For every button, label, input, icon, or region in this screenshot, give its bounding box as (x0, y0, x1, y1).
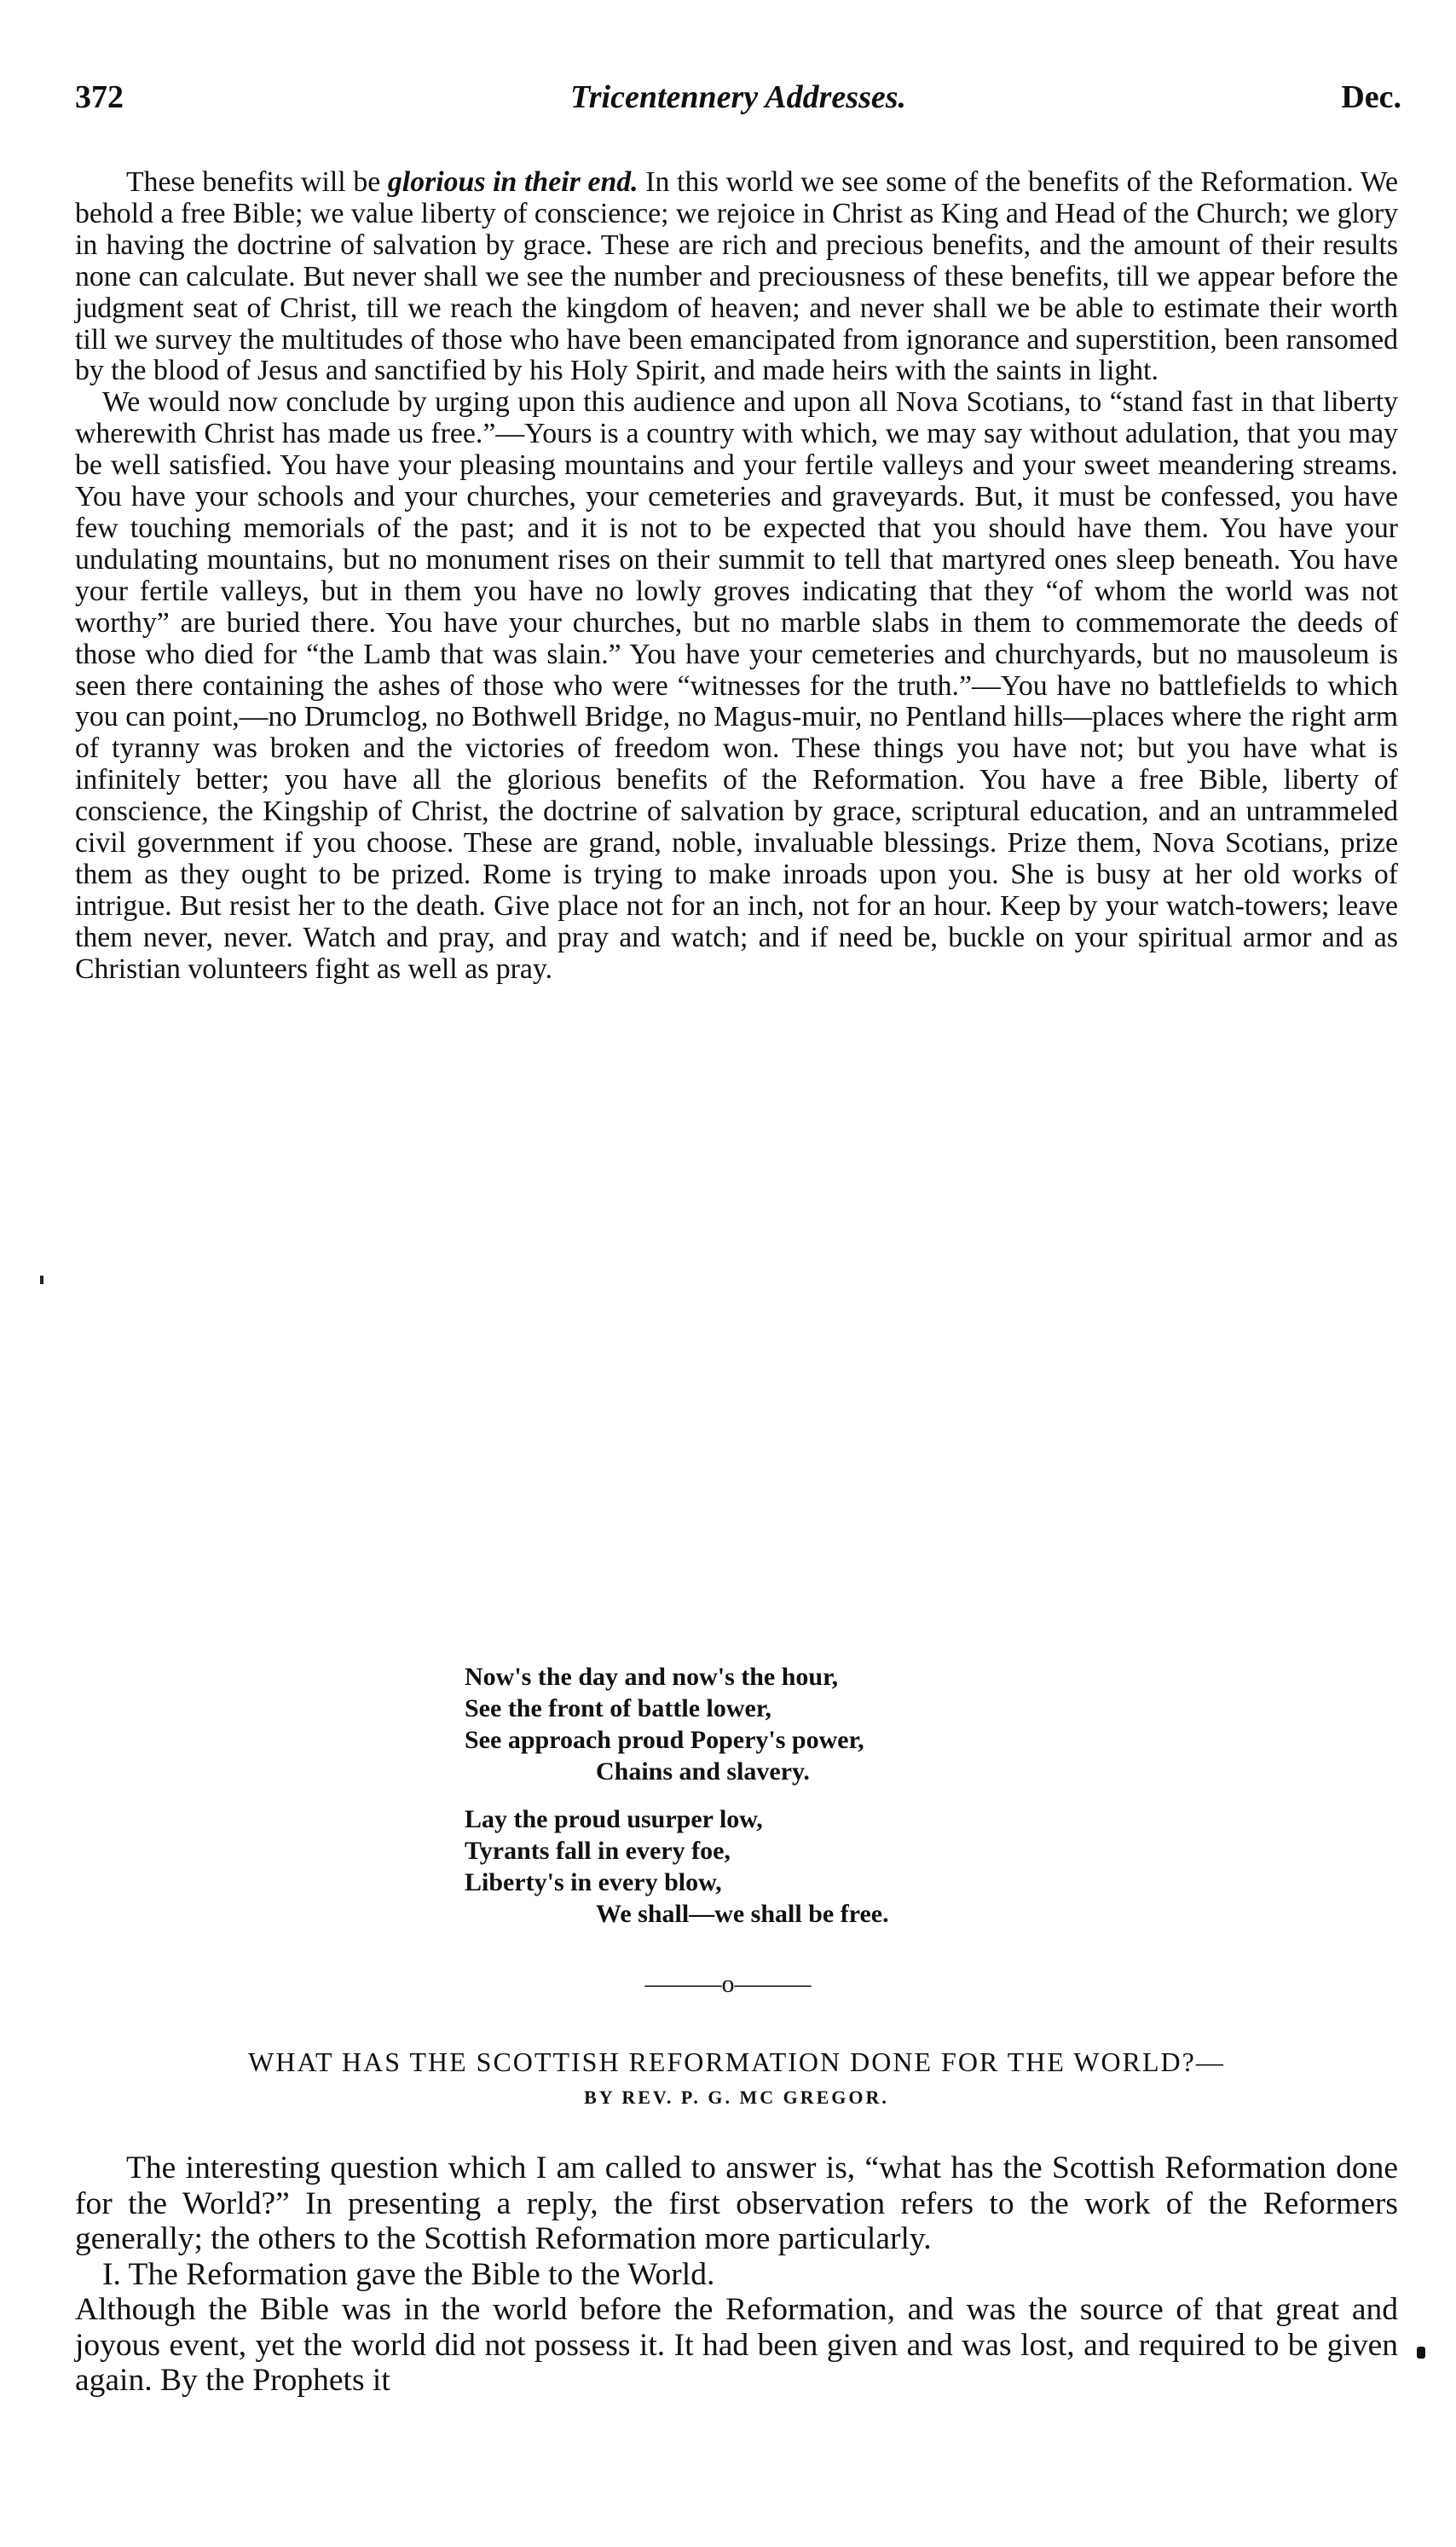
running-month: Dec. (1341, 79, 1401, 115)
article-title: WHAT HAS THE SCOTTISH REFORMATION DONE FOR THE WORLD?— (248, 2046, 1225, 2077)
verse-stanza-1 (465, 1661, 1147, 1787)
article-body (75, 2150, 1398, 2399)
verse-line: See approach proud Popery's power, (465, 1726, 864, 1754)
article-point-1: I. The Reformation gave the Bible to the World. (102, 2256, 715, 2292)
verse-line: We shall—we shall be free. (596, 1900, 889, 1928)
running-title: Tricentennery Addresses. (569, 79, 907, 115)
verse-line: See the front of battle lower, (465, 1694, 771, 1722)
ink-spot-mark (1417, 2347, 1425, 2359)
paragraph-benefits-rest: In this world we see some of the benefits of the Reformation. We behold a free Bible; we value liberty of conscience; we rejoice in Christ as King and Head of the Church; we glory in having the doctrine of salvation by grace. These are rich and precious benefits, and the amount of their results none can calculate. But never shall we see the number and preciousness of these benefits, till we appear before the judgment seat of Christ, till we reach the kingdom of heaven; and never shall we be able to estimate their worth till we survey the multitudes of those who have been emancipated from ignorance and superstition, been ransomed by the blood of Jesus and sanctified by his Holy Spirit, and made heirs with the saints in light. (75, 166, 1398, 387)
section-divider: ———o——— (644, 1970, 812, 1998)
paragraph-appeal: We would now conclude by urging upon this audience and upon all Nova Scotians, to “stand fast in that liberty wherewith Christ has made us free.”—Yours is a country with which, we may say without adulation, that you may be well satisfied. You have your pleasing mountains and your fertile valleys and your sweet meandering streams. You have your schools and your churches, your cemeteries and graveyards. But, it must be confessed, you have few touching memorials of the past; and it is not to be expected that you should have them. You have your undulating mountains, but no monument rises on their summit to tell that martyred ones sleep beneath. You have your fertile valleys, but in them you have no lowly groves indicating that they “of whom the world was not worthy” are buried there. You have your churches, but no marble slabs in them to commemorate the deeds of those who died for “the Lamb that was slain.” You have your cemeteries and churchyards, but no mausoleum is seen there containing the ashes of those who were “witnesses for the truth.”—You have no battlefields to which you can point,—no Drumclog, no Bothwell Bridge, no Magus-muir, no Pentland hills—places where the right arm of tyranny was broken and the victories of freedom won. These things you have not; but you have what is infinitely better; you have all the glorious benefits of the Reformation. You have a free Bible, liberty of conscience, the Kingship of Christ, the doctrine of salvation by grace, scriptural education, and an untrammeled civil government if you choose. These are grand, noble, invaluable blessings. Prize them, Nova Scotians, prize them as they ought to be prized. Rome is trying to make inroads upon you. She is busy at her old works of intrigue. But resist her to the death. Give place not for an inch, not for an hour. Keep by your watch-towers; leave them never, never. Watch and pray, and pray and watch; and if need be, buckle on your spiritual armor and as Christian volunteers fight as well as pray. (75, 386, 1398, 985)
paragraph-benefits-emphasis: glorious in their end. (387, 166, 638, 198)
page-number: 372 (75, 79, 124, 115)
paragraph-benefits-lead: These benefits will be (126, 166, 388, 198)
stray-ink-mark (40, 1276, 43, 1284)
article-intro: The interesting question which I am called to answer is, “what has the Scottish Reformation done for the World?” In presenting a reply, the first observation refers to the work of the Reformers generally; the others to the Scottish Reformation more particularly. (75, 2150, 1398, 2256)
verse-line: Lay the proud usurper low, (465, 1805, 763, 1833)
verse-line: Tyrants fall in every foe, (465, 1837, 731, 1865)
paragraph-benefits (75, 167, 1398, 387)
section-conclusion (75, 167, 1398, 986)
running-head (75, 78, 1401, 119)
verse-stanza-2 (465, 1803, 1147, 1930)
verse-line: Liberty's in every blow, (465, 1868, 722, 1896)
verse-line: Now's the day and now's the hour, (465, 1663, 839, 1691)
article-last-paragraph: Although the Bible was in the world before the Reformation, and was the source of that great and joyous event, yet the world did not possess it. It had been given and was lost, and required to be given again. By the Prophets it (75, 2292, 1398, 2398)
article-byline: BY REV. P. G. MC GREGOR. (584, 2087, 889, 2108)
verse-line: Chains and slavery. (596, 1757, 810, 1786)
